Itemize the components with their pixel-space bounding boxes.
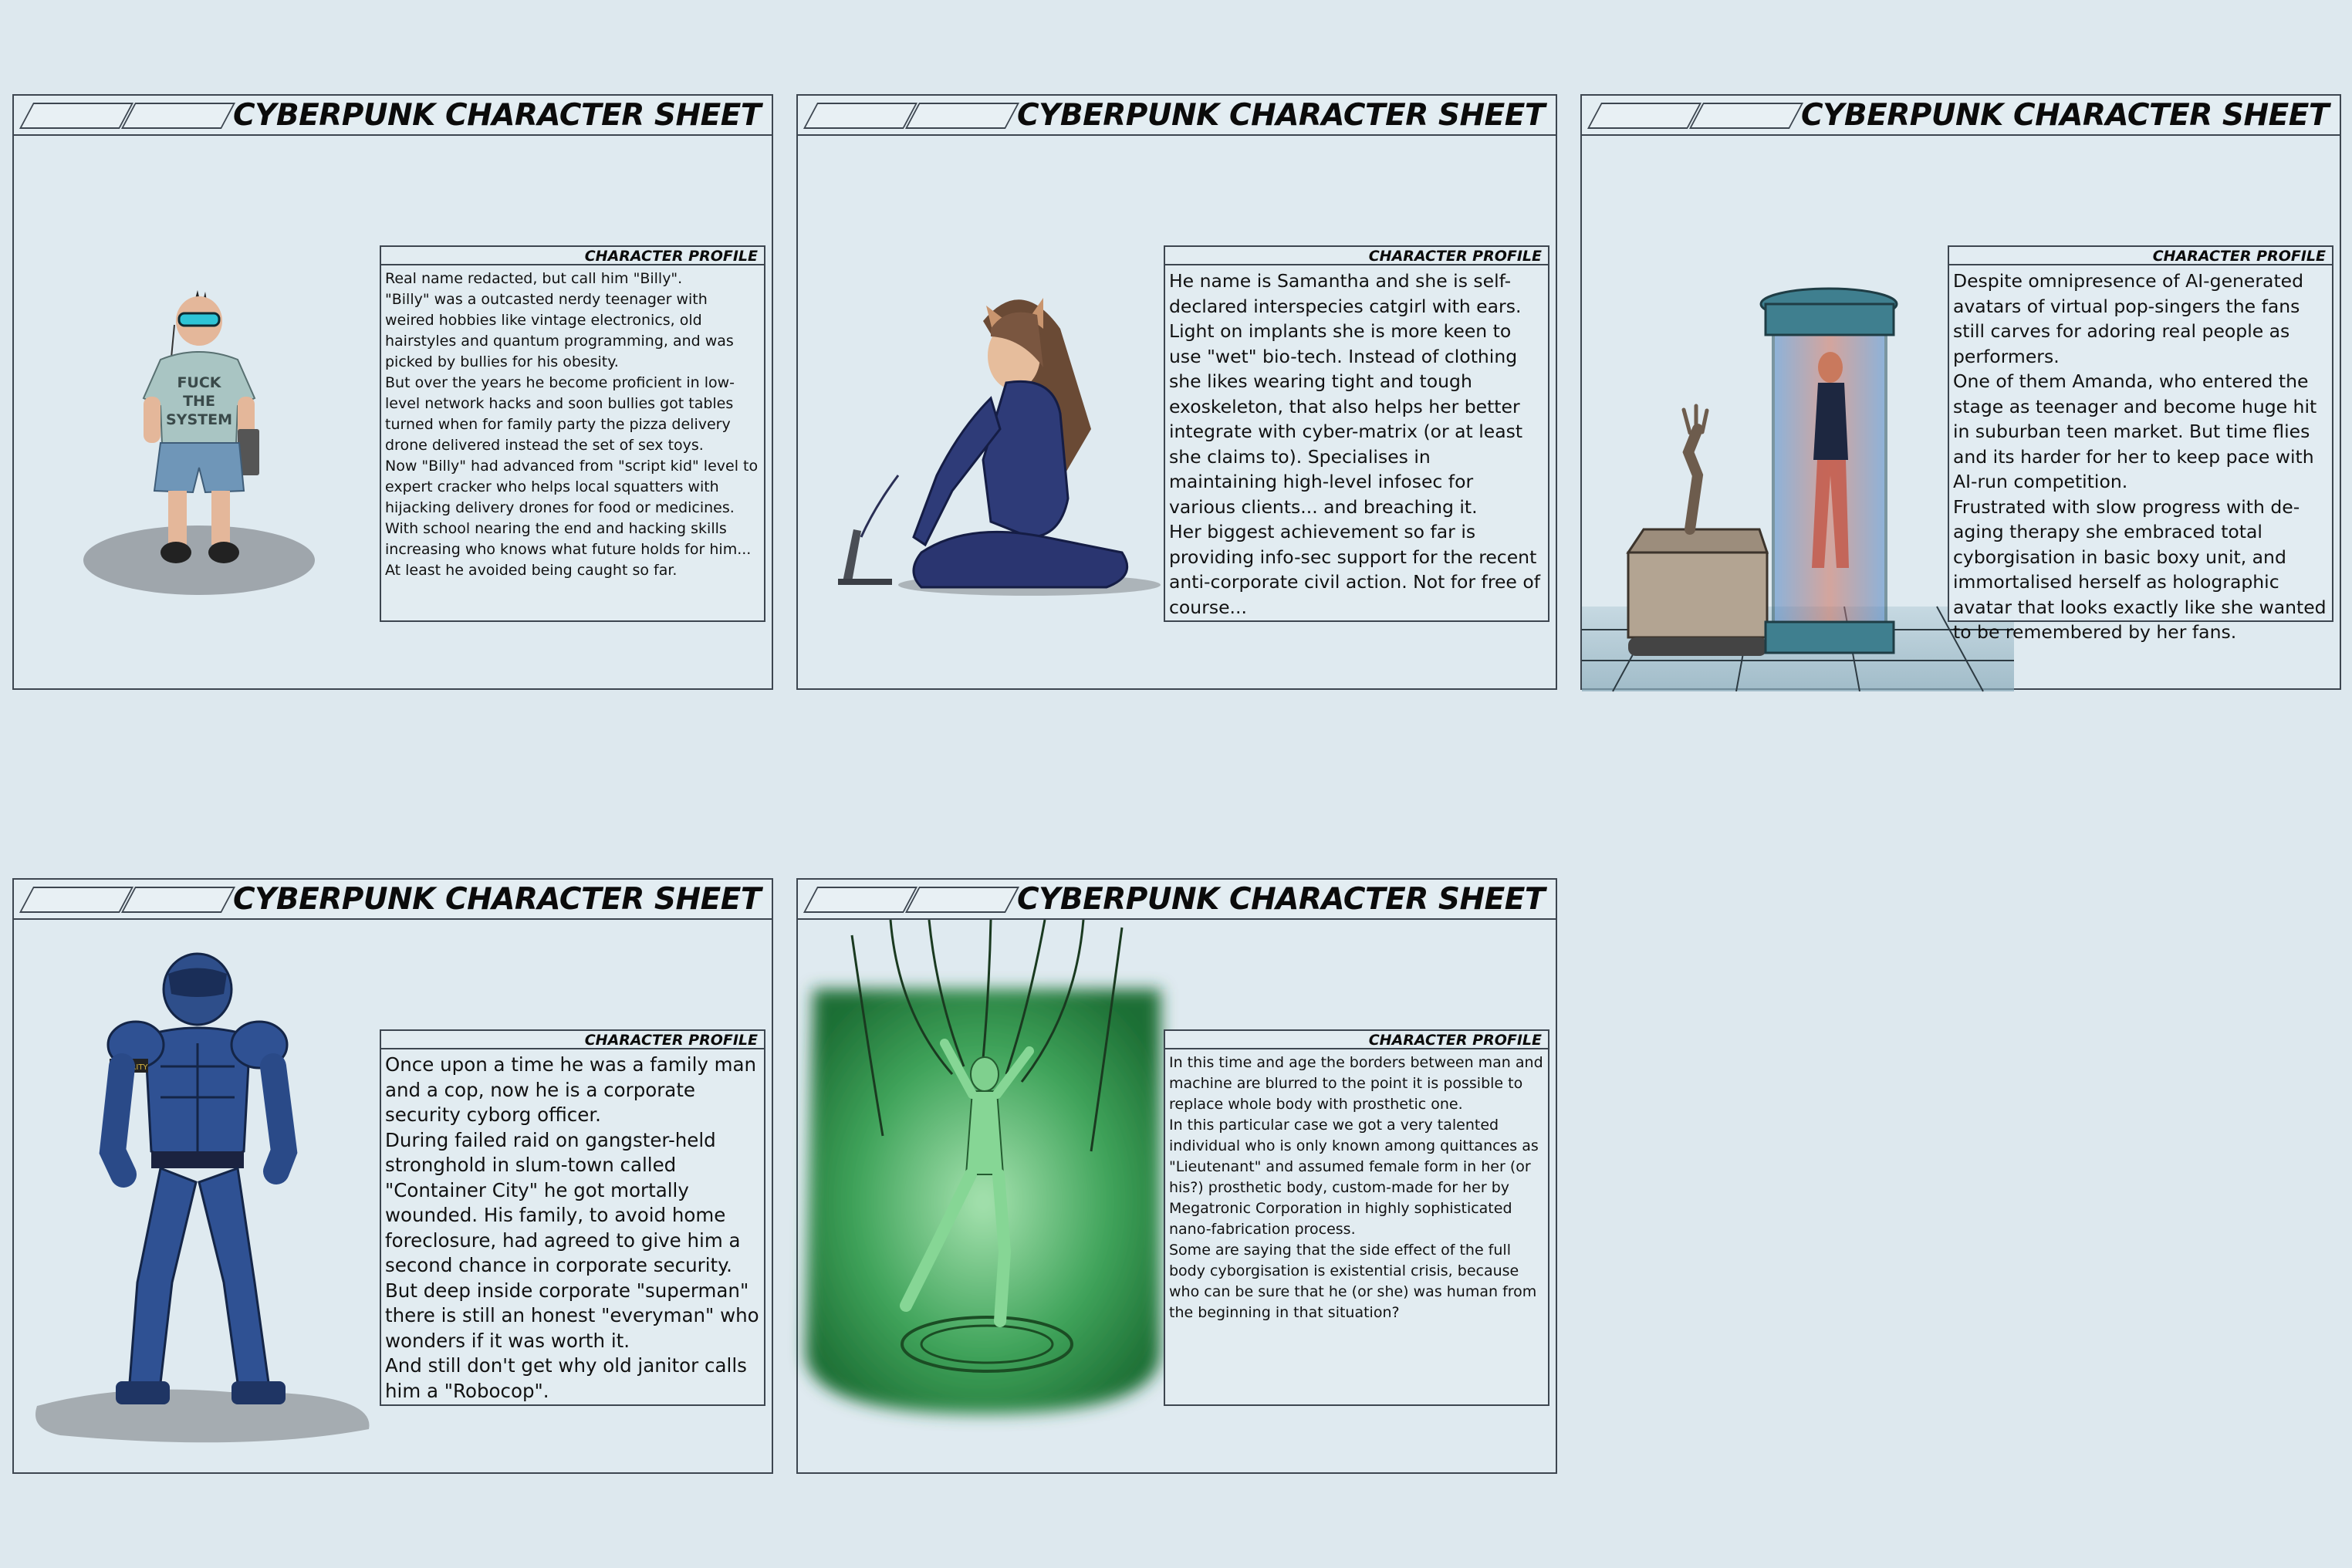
sheet-title: CYBERPUNK CHARACTER SHEET [233, 882, 761, 917]
character-profile-box [1948, 245, 2333, 643]
character-illustration [14, 136, 389, 688]
header-decoration [1587, 103, 1701, 129]
header-decoration [803, 103, 917, 129]
profile-label: CHARACTER PROFILE [381, 247, 764, 265]
sheet-header [798, 96, 1556, 136]
character-profile-box [1164, 245, 1549, 622]
profile-label: CHARACTER PROFILE [1165, 1031, 1548, 1049]
sheet-title: CYBERPUNK CHARACTER SHEET [1801, 98, 2329, 133]
header-decoration [121, 103, 235, 129]
profile-text: Real name redacted, but call him "Billy". "Billy" was a outcasted nerdy teenager with weired hobbies like vintage electronics, old hairstyles and quantum programming, and was picked by bullies for his obesity. But over the years he become proficient in low-level network hacks and soon bullies got tables turned when for family party the pizza delivery drone delivered instead the set of sex toys. Now "Billy" had advanced from "script kid" level to expert cracker who helps local squatters with hijacking delivery drones for food or medicines. With school nearing the end and hacking skills increasing who knows what future holds for him... At least he avoided being caught so far. [385, 270, 759, 579]
character-sheet-amanda [1580, 94, 2341, 690]
header-decoration [19, 887, 133, 913]
character-illustration [798, 136, 1173, 688]
header-decoration [121, 887, 235, 913]
sheet-header [1582, 96, 2340, 136]
header-decoration [19, 103, 133, 129]
sheet-title: CYBERPUNK CHARACTER SHEET [1017, 882, 1545, 917]
header-decoration [1689, 103, 1803, 129]
header-decoration [905, 103, 1019, 129]
profile-label: CHARACTER PROFILE [1949, 247, 2332, 265]
profile-text: He name is Samantha and she is self-declared interspecies catgirl with ears. Light on implants she is more keen to use "wet" bio-tech. Instead of clothing she likes wearing tight and tough exoskeleton, that also helps her better integrate with cyber-matrix (or at least she claims to). Specialises in maintaining high-level infosec for various clients... and breaching it. Her biggest achievement so far is providing info-sec support for the recent anti-corporate civil action. Not for free of course... [1169, 270, 1541, 618]
character-sheet-billy [12, 94, 773, 690]
profile-text: Once upon a time he was a family man and a cop, now he is a corporate security cyborg officer. During failed raid on gangster-held stronghold in slum-town called "Container City" he got mortally wounded. His family, to avoid home foreclosure, had agreed to give him a second chance in corporate security. But deep inside corporate "superman" there is still an honest "everyman" who wonders if it was worth it. And still don't get why old janitor calls him a "Robocop". [385, 1053, 759, 1402]
sheet-title: CYBERPUNK CHARACTER SHEET [1017, 98, 1545, 133]
shirt-text-line: THE [183, 393, 215, 410]
sheet-header [14, 96, 772, 136]
character-sheet-lieutenant [796, 878, 1557, 1474]
header-decoration [905, 887, 1019, 913]
character-profile-box [380, 245, 765, 622]
shirt-text-line: FUCK [177, 374, 221, 391]
sheet-header [798, 880, 1556, 920]
profile-text: In this time and age the borders between man and machine are blurred to the point it is possible to replace whole body with prosthetic one. In this particular case we got a very talented individual who is only known among quittances as "Lieutenant" and assumed female form in her (or his?) prosthetic body, custom-made for her by Megatronic Corporation in highly sophisticated nano-fabrication process. Some are saying that the side effect of the full body cyborgisation is existential crisis, because who can be sure that he (or she) was human from the beginning in that situation? [1169, 1054, 1543, 1321]
security-badge-text: SECURITY [110, 1063, 148, 1072]
sheet-header [14, 880, 772, 920]
profile-label: CHARACTER PROFILE [381, 1031, 764, 1049]
character-illustration [798, 920, 1173, 1472]
character-profile-box [1164, 1029, 1549, 1406]
character-sheet-robocop [12, 878, 773, 1474]
shirt-text-line: SYSTEM [166, 411, 232, 428]
profile-text: Despite omnipresence of AI-generated avatars of virtual pop-singers the fans still carves for adoring real people as performers. One of them Amanda, who entered the stage as teenager and become huge hit in suburban teen market. But time flies and its harder for her to keep pace with AI-run competition. Frustrated with slow progress with de-aging therapy she embraced total cyborgisation in basic boxy unit, and immortalised herself as holographic avatar that looks exactly like she wanted to be remembered by her fans. [1953, 270, 2327, 643]
profile-label: CHARACTER PROFILE [1165, 247, 1548, 265]
character-sheet-samantha [796, 94, 1557, 690]
sheet-title: CYBERPUNK CHARACTER SHEET [233, 98, 761, 133]
header-decoration [803, 887, 917, 913]
character-profile-box [380, 1029, 765, 1406]
character-illustration [14, 920, 389, 1472]
